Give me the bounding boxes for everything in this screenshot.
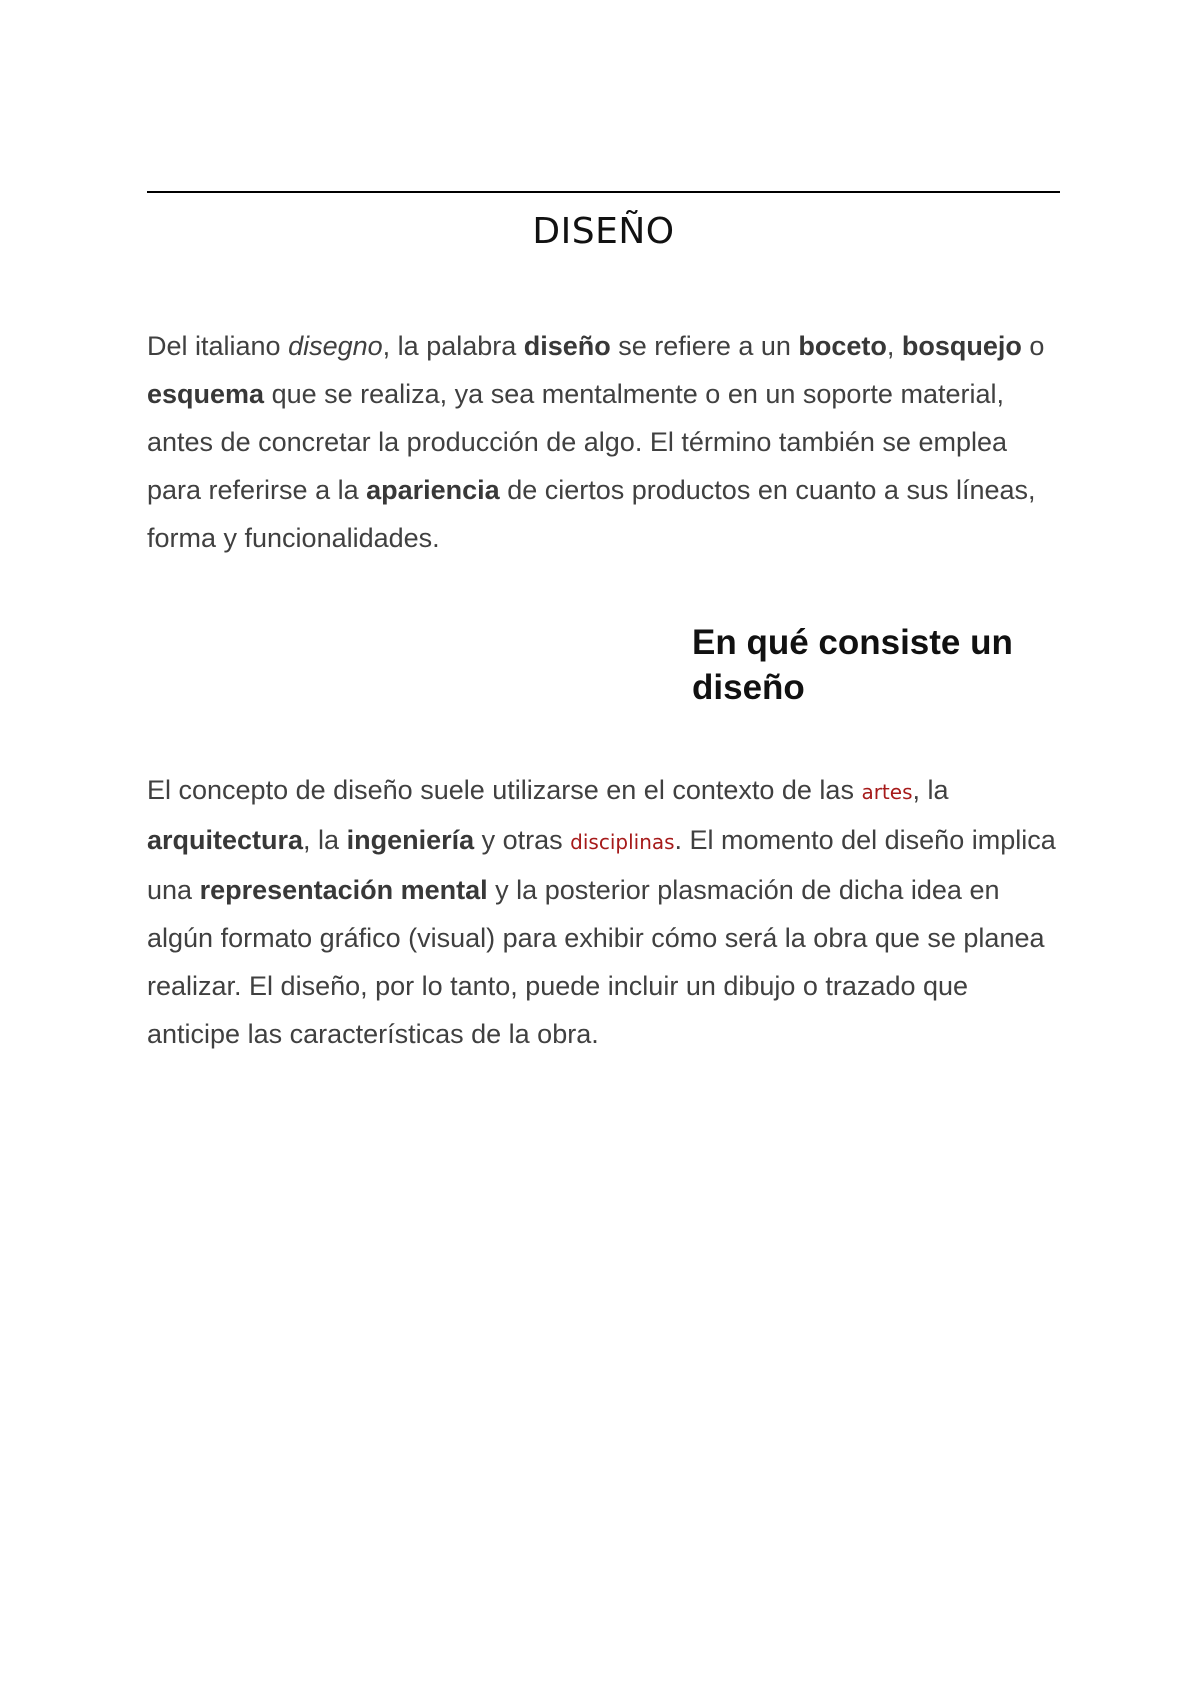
intro-italic-term: disegno [288,331,383,361]
body-text-3: , la [303,825,347,855]
intro-text-6: que se realiza, ya sea mentalmente o en un soporte material, antes de concretar la producción de algo. El término también se emplea para referirse a la [147,379,1007,505]
intro-bold-term-5: apariencia [366,475,500,505]
intro-text-3: se refiere a un [610,331,799,361]
section-heading: En qué consiste un diseño [692,623,1013,707]
body-bold-term-3: representación mental [199,875,488,905]
link-disciplinas[interactable]: disciplinas [570,830,675,854]
horizontal-rule [147,191,1060,193]
body-text-2: , la [912,775,949,805]
document-title: DISEÑO [532,211,675,252]
body-text-6: y la posterior plasmación de dicha idea en algún formato gráfico (visual) para exhibir cómo será la obra que se planea realizar. El diseño, por lo tanto, puede incluir un dibujo o trazado que anticipe las características de la obra. [147,875,1045,1049]
intro-text-2: , la palabra [382,331,524,361]
intro-bold-term-2: boceto [798,331,887,361]
body-bold-term-2: ingeniería [346,825,475,855]
link-artes[interactable]: artes [861,780,913,804]
intro-text-1: Del italiano [147,331,289,361]
intro-bold-term-1: diseño [523,331,611,361]
intro-bold-term-3: bosquejo [901,331,1022,361]
intro-text-7: de ciertos productos en cuanto a sus líneas, forma y funcionalidades. [147,475,1036,553]
body-paragraph [147,766,1067,1058]
body-text-1: El concepto de diseño suele utilizarse en el contexto de las [147,775,862,805]
intro-paragraph [147,322,1067,562]
intro-bold-term-4: esquema [147,379,265,409]
body-bold-term-1: arquitectura [147,825,304,855]
body-text-4: y otras [474,825,571,855]
body-text-5: . El momento del diseño implica una [147,825,1056,905]
intro-text-4: , [886,331,902,361]
intro-text-5: o [1021,331,1045,361]
